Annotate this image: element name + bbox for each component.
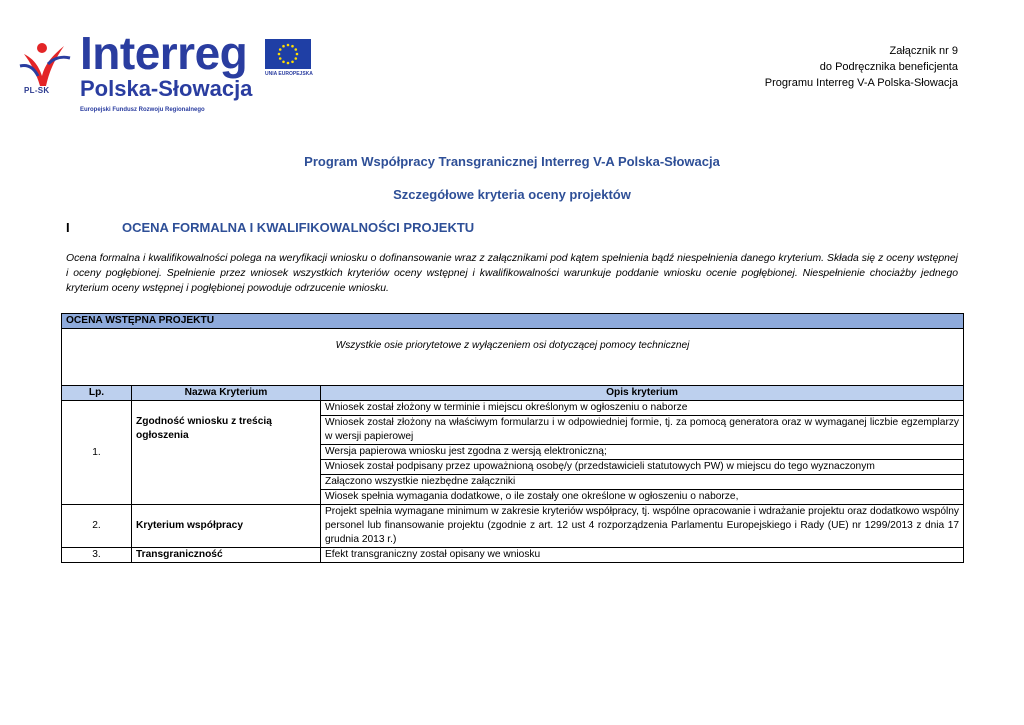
document-title: Program Współpracy Transgranicznej Interreg V-A Polska-Słowacja xyxy=(304,154,720,169)
eu-star-icon xyxy=(287,62,290,65)
criterion-item: Wiosek spełnia wymagania dodatkowe, o ile zostały one określone w ogłoszeniu o naborze, xyxy=(321,490,964,505)
column-header-desc: Opis kryterium xyxy=(321,386,964,401)
eu-star-icon xyxy=(294,48,297,51)
fund-label: Europejski Fundusz Rozwoju Regionalnego xyxy=(80,107,205,113)
criterion-number: 1. xyxy=(62,401,132,505)
eu-star-icon xyxy=(278,53,281,56)
table-row xyxy=(62,505,964,548)
interreg-logo xyxy=(18,27,318,119)
criteria-table xyxy=(61,313,964,563)
criterion-item: Załączono wszystkie niezbędne załączniki xyxy=(321,475,964,490)
annex-note xyxy=(765,43,958,91)
eu-star-icon xyxy=(291,45,294,48)
criterion-name: Transgraniczność xyxy=(132,548,321,563)
table-scope: Wszystkie osie priorytetowe z wyłączeniem osi dotyczącej pomocy technicznej xyxy=(62,329,964,386)
eu-star-icon xyxy=(287,44,290,47)
section-heading xyxy=(66,220,474,235)
annex-line-2: do Podręcznika beneficjenta xyxy=(819,61,958,73)
criterion-name: Zgodność wniosku z treścią ogłoszenia xyxy=(132,401,321,505)
criterion-item: Wniosek został złożony na właściwym formularzu i w odpowiedniej formie, tj. za pomocą generatora oraz w wymaganej liczbie egzemplarzy w wersji papierowej xyxy=(321,416,964,445)
criterion-name: Kryterium współpracy xyxy=(132,505,321,548)
pl-sk-label: PL-SK xyxy=(24,86,50,95)
section-number: I xyxy=(66,220,70,235)
column-header-name: Nazwa Kryterium xyxy=(132,386,321,401)
eu-star-icon xyxy=(282,60,285,63)
criterion-item: Wersja papierowa wniosku jest zgodna z wersją elektroniczną; xyxy=(321,445,964,460)
brand-subtitle: Polska-Słowacja xyxy=(80,76,253,101)
criterion-item: Efekt transgraniczny został opisany we wniosku xyxy=(321,548,964,563)
eu-label: UNIA EUROPEJSKA xyxy=(265,71,313,77)
eu-star-icon xyxy=(279,57,282,60)
eu-star-icon xyxy=(282,45,285,48)
eu-star-icon xyxy=(291,60,294,63)
criterion-number: 3. xyxy=(62,548,132,563)
brand-title: Interreg xyxy=(80,27,248,79)
annex-line-3: Programu Interreg V-A Polska-Słowacja xyxy=(764,77,958,89)
eu-flag-icon xyxy=(265,39,311,69)
document-subtitle: Szczegółowe kryteria oceny projektów xyxy=(393,187,631,202)
criterion-number: 2. xyxy=(62,505,132,548)
table-heading: OCENA WSTĘPNA PROJEKTU xyxy=(62,314,964,329)
criterion-item: Wniosek został podpisany przez upoważnioną osobę/y (przedstawicieli statutowych PW) w miejscu do tego wyznaczonym xyxy=(321,460,964,475)
section-title: OCENA FORMALNA I KWALIFIKOWALNOŚCI PROJEKTU xyxy=(122,220,475,235)
eu-star-icon xyxy=(296,53,299,56)
eu-star-icon xyxy=(294,57,297,60)
column-header-lp: Lp. xyxy=(62,386,132,401)
table-row xyxy=(62,401,964,416)
intro-paragraph: Ocena formalna i kwalifikowalności polega na weryfikacji wniosku o dofinansowanie wraz z załącznikami pod kątem spełnienia bądź niespełnienia danego kryterium. Składa się z oceny wstępnej i oceny pogłębionej. Spełnienie przez wniosek wszystkich kryteriów oceny wstępnej i kwalifikowalności warunkuje poddanie wniosku ocenie pogłębionej. Niespełnienie chociażby jednego kryterium oceny wstępnej i pogłębionej powoduje odrzucenie wniosku. xyxy=(66,253,958,294)
table-row xyxy=(62,548,964,563)
annex-line-1: Załącznik nr 9 xyxy=(889,45,958,57)
criterion-item: Wniosek został złożony w terminie i miejscu określonym w ogłoszeniu o naborze xyxy=(321,401,964,416)
eu-star-icon xyxy=(279,48,282,51)
criterion-item: Projekt spełnia wymagane minimum w zakresie kryteriów współpracy, tj. wspólne opracowanie i wdrażanie projektu oraz dodatkowo wspólny personel lub finansowanie projektu (zgodnie z art. 12 ust 4 rozporządzenia Parlamentu Europejskiego i Rady (UE) nr 1299/2013 z dnia 17 grudnia 2013 r.) xyxy=(321,505,964,548)
